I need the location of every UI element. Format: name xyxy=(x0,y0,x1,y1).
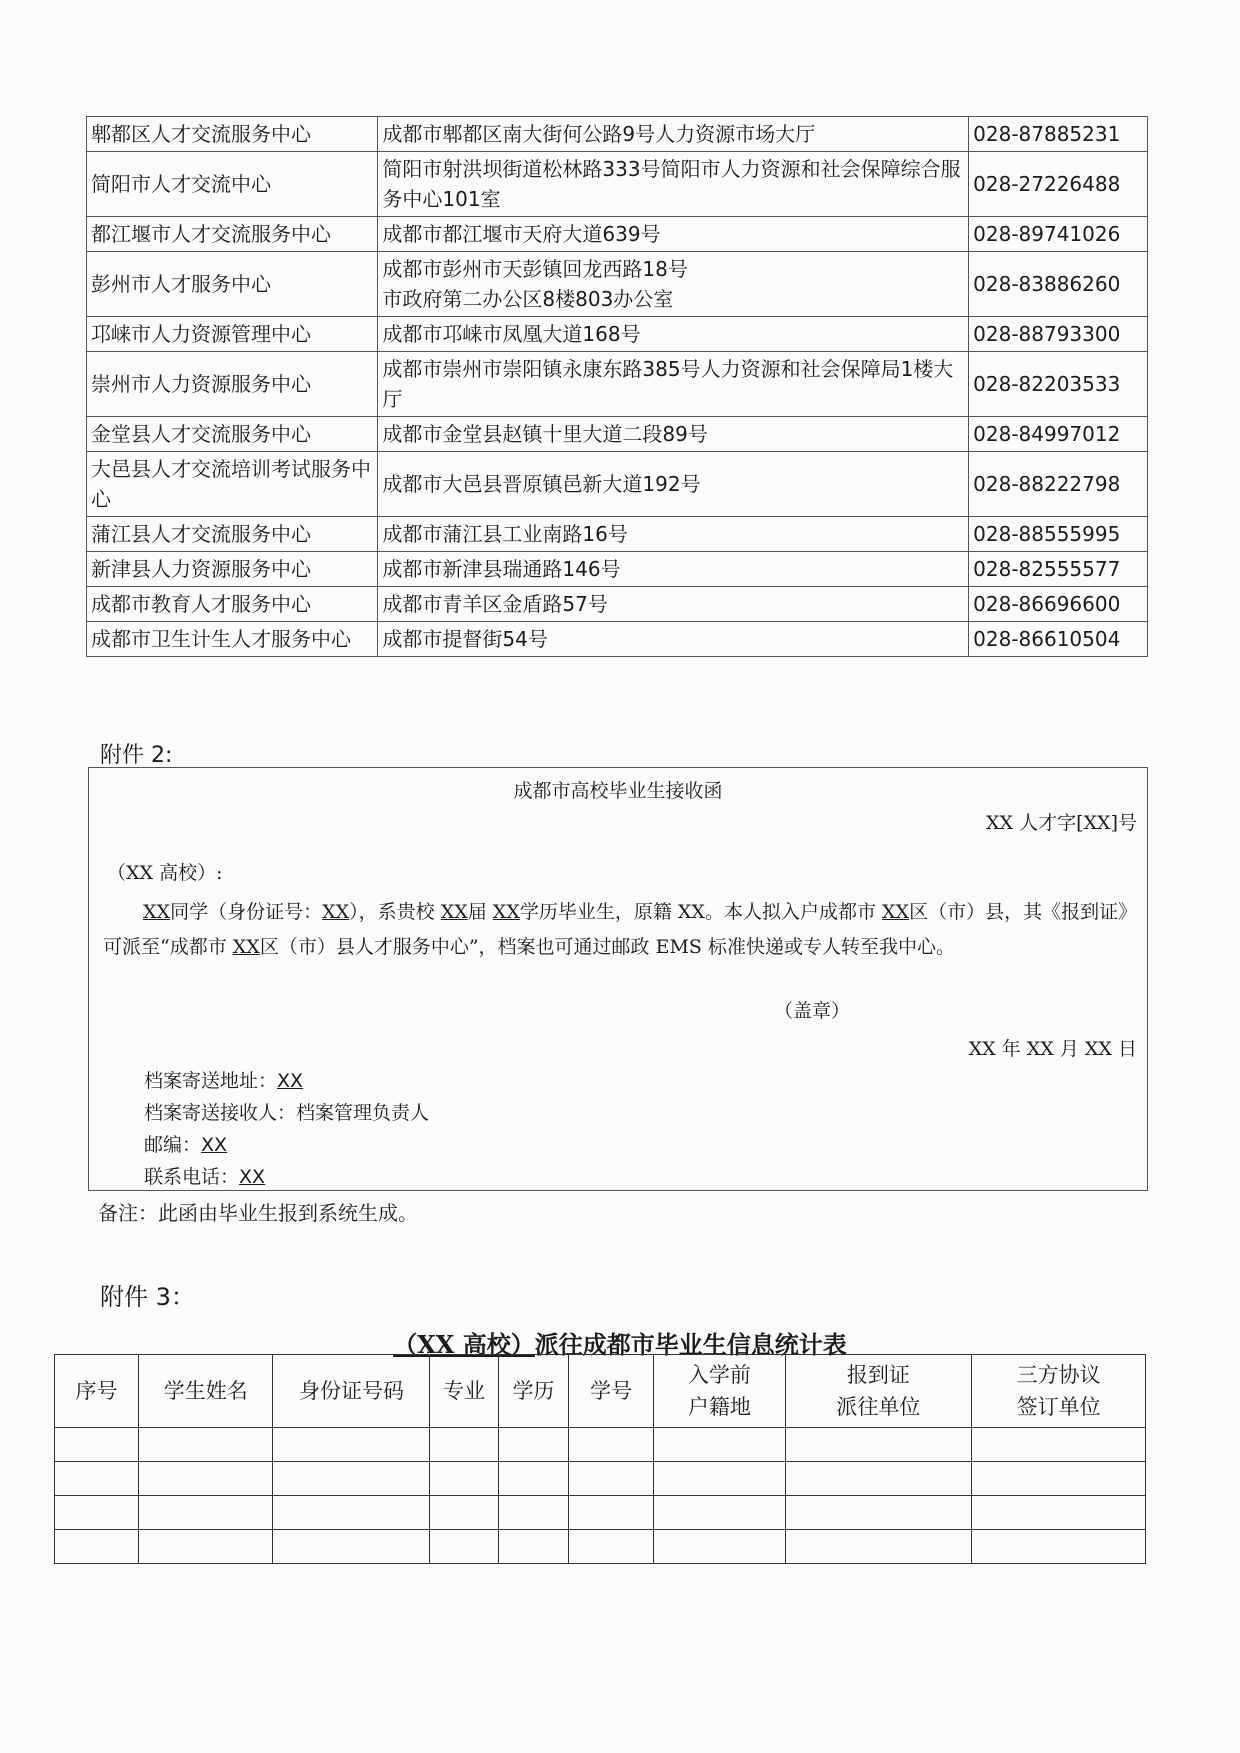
center-name: 蒲江县人才交流服务中心 xyxy=(87,517,378,552)
center-row xyxy=(87,117,1148,152)
stats-column-header: 学历 xyxy=(498,1355,568,1428)
stats-empty-row xyxy=(55,1462,1146,1496)
stats-cell[interactable] xyxy=(273,1496,430,1530)
attachment-3-label: 附件 3： xyxy=(100,1283,195,1311)
stats-cell[interactable] xyxy=(972,1462,1146,1496)
center-row xyxy=(87,622,1148,657)
stats-column-header: 学生姓名 xyxy=(139,1355,273,1428)
letter-text: 同学（身份证号： xyxy=(170,901,323,923)
stats-cell[interactable] xyxy=(972,1428,1146,1462)
center-phone: 028-86696600 xyxy=(969,587,1148,622)
letter-addressee: （XX 高校）: xyxy=(107,862,223,884)
seal-note: （盖章） xyxy=(774,1000,851,1022)
center-address: 成都市金堂县赵镇十里大道二段89号 xyxy=(378,417,969,452)
stats-cell[interactable] xyxy=(139,1496,273,1530)
district-placeholder: XX xyxy=(882,901,910,923)
district-placeholder: XX xyxy=(232,936,260,958)
center-name: 简阳市人才交流中心 xyxy=(87,152,378,217)
center-address: 成都市崇州市崇阳镇永康东路385号人力资源和社会保障局1楼大厅 xyxy=(378,352,969,417)
stats-cell[interactable] xyxy=(654,1462,785,1496)
stats-cell[interactable] xyxy=(498,1462,568,1496)
center-phone: 028-88793300 xyxy=(969,317,1148,352)
center-name: 崇州市人力资源服务中心 xyxy=(87,352,378,417)
center-address: 成都市新津县瑞通路146号 xyxy=(378,552,969,587)
stats-column-header: 序号 xyxy=(55,1355,139,1428)
stats-cell[interactable] xyxy=(55,1428,139,1462)
stats-title-text: 派往成都市毕业生信息统计表 xyxy=(534,1330,847,1359)
stats-cell[interactable] xyxy=(498,1530,568,1564)
center-phone: 028-84997012 xyxy=(969,417,1148,452)
stats-column-header: 报到证 派往单位 xyxy=(785,1355,972,1428)
letter-text: 区（市）县，其《报到证》可派至“成都市 xyxy=(103,901,1128,958)
letter-remark: 备注：此函由毕业生报到系统生成。 xyxy=(98,1201,418,1225)
center-address: 成都市青羊区金盾路57号 xyxy=(378,587,969,622)
stats-cell[interactable] xyxy=(785,1428,972,1462)
letter-body xyxy=(103,895,1137,965)
center-row xyxy=(87,317,1148,352)
archive-address-label: 档案寄送地址： xyxy=(144,1070,278,1092)
letter-date: XX 年 XX 月 XX 日 xyxy=(968,1038,1137,1060)
service-center-table xyxy=(86,116,1148,657)
stats-cell[interactable] xyxy=(498,1496,568,1530)
letter-text: 届 xyxy=(467,901,493,923)
center-row xyxy=(87,417,1148,452)
center-row xyxy=(87,152,1148,217)
stats-cell[interactable] xyxy=(972,1496,1146,1530)
stats-cell[interactable] xyxy=(785,1530,972,1564)
stats-cell[interactable] xyxy=(785,1462,972,1496)
center-name: 大邑县人才交流培训考试服务中心 xyxy=(87,452,378,517)
center-address: 成都市都江堰市天府大道639号 xyxy=(378,217,969,252)
stats-cell[interactable] xyxy=(55,1530,139,1564)
center-phone: 028-87885231 xyxy=(969,117,1148,152)
center-name: 金堂县人才交流服务中心 xyxy=(87,417,378,452)
center-address: 成都市蒲江县工业南路16号 xyxy=(378,517,969,552)
stats-empty-row xyxy=(55,1496,1146,1530)
postal-code-label: 邮编： xyxy=(144,1134,202,1156)
stats-cell[interactable] xyxy=(430,1462,498,1496)
letter-text: 区（市）县人才服务中心”，档案也可通过邮政 EMS 标准快递或专人转至我中心。 xyxy=(259,936,955,958)
degree-placeholder: XX xyxy=(492,901,520,923)
center-row xyxy=(87,252,1148,317)
stats-cell[interactable] xyxy=(569,1428,654,1462)
letter-text: ），系贵校 xyxy=(349,901,441,923)
stats-cell[interactable] xyxy=(569,1530,654,1564)
postal-code xyxy=(144,1130,227,1157)
stats-column-header: 学号 xyxy=(569,1355,654,1428)
center-phone: 028-82203533 xyxy=(969,352,1148,417)
stats-cell[interactable] xyxy=(55,1462,139,1496)
center-name: 邛崃市人力资源管理中心 xyxy=(87,317,378,352)
center-row xyxy=(87,352,1148,417)
id-number-placeholder: XX xyxy=(322,901,350,923)
stats-cell[interactable] xyxy=(654,1530,785,1564)
center-name: 郫都区人才交流服务中心 xyxy=(87,117,378,152)
stats-cell[interactable] xyxy=(139,1462,273,1496)
stats-cell[interactable] xyxy=(972,1530,1146,1564)
stats-cell[interactable] xyxy=(273,1428,430,1462)
contact-phone xyxy=(144,1162,265,1189)
center-address: 成都市提督街54号 xyxy=(378,622,969,657)
stats-cell[interactable] xyxy=(654,1496,785,1530)
graduation-year-placeholder: XX xyxy=(440,901,468,923)
center-phone: 028-89741026 xyxy=(969,217,1148,252)
acceptance-letter xyxy=(88,767,1148,1191)
stats-column-header: 三方协议 签订单位 xyxy=(972,1355,1146,1428)
stats-cell[interactable] xyxy=(139,1530,273,1564)
stats-column-header: 身份证号码 xyxy=(273,1355,430,1428)
center-phone: 028-82555577 xyxy=(969,552,1148,587)
letter-title: 成都市高校毕业生接收函 xyxy=(513,780,723,802)
stats-column-header: 专业 xyxy=(430,1355,498,1428)
center-name: 新津县人力资源服务中心 xyxy=(87,552,378,587)
contact-phone-value: XX xyxy=(239,1166,266,1188)
stats-empty-row xyxy=(55,1428,1146,1462)
center-name: 彭州市人才服务中心 xyxy=(87,252,378,317)
center-phone: 028-88222798 xyxy=(969,452,1148,517)
stats-empty-row xyxy=(55,1530,1146,1564)
stats-title-school: （XX 高校） xyxy=(393,1330,535,1359)
contact-phone-label: 联系电话： xyxy=(144,1166,240,1188)
center-row xyxy=(87,587,1148,622)
center-row xyxy=(87,452,1148,517)
stats-cell[interactable] xyxy=(569,1496,654,1530)
stats-cell[interactable] xyxy=(430,1428,498,1462)
center-address: 成都市彭州市天彭镇回龙西路18号 市政府第二办公区8楼803办公室 xyxy=(378,252,969,317)
stats-cell[interactable] xyxy=(569,1462,654,1496)
center-row xyxy=(87,552,1148,587)
stats-cell[interactable] xyxy=(139,1428,273,1462)
graduate-stats-table xyxy=(54,1354,1146,1564)
stats-cell[interactable] xyxy=(498,1428,568,1462)
center-address: 成都市邛崃市凤凰大道168号 xyxy=(378,317,969,352)
postal-code-value: XX xyxy=(201,1134,228,1156)
center-address: 成都市大邑县晋原镇邑新大道192号 xyxy=(378,452,969,517)
stats-cell[interactable] xyxy=(430,1496,498,1530)
center-row xyxy=(87,217,1148,252)
archive-address-value: XX xyxy=(277,1070,304,1092)
stats-column-header: 入学前 户籍地 xyxy=(654,1355,785,1428)
center-address: 简阳市射洪坝街道松林路333号简阳市人力资源和社会保障综合服务中心101室 xyxy=(378,152,969,217)
archive-recipient: 档案寄送接收人：档案管理负责人 xyxy=(144,1102,430,1124)
stats-cell[interactable] xyxy=(55,1496,139,1530)
stats-cell[interactable] xyxy=(273,1462,430,1496)
center-phone: 028-88555995 xyxy=(969,517,1148,552)
center-phone: 028-83886260 xyxy=(969,252,1148,317)
stats-cell[interactable] xyxy=(273,1530,430,1564)
letter-reference: XX 人才字[XX]号 xyxy=(986,812,1137,834)
center-row xyxy=(87,517,1148,552)
center-phone: 028-27226488 xyxy=(969,152,1148,217)
archive-address xyxy=(144,1066,303,1093)
stats-cell[interactable] xyxy=(430,1530,498,1564)
attachment-2-label: 附件 2: xyxy=(100,743,173,768)
center-name: 成都市教育人才服务中心 xyxy=(87,587,378,622)
center-name: 都江堰市人才交流服务中心 xyxy=(87,217,378,252)
center-address: 成都市郫都区南大街何公路9号人力资源市场大厅 xyxy=(378,117,969,152)
student-name-placeholder: XX xyxy=(143,901,171,923)
stats-cell[interactable] xyxy=(654,1428,785,1462)
letter-text: 学历毕业生，原籍 XX。本人拟入户成都市 xyxy=(519,901,882,923)
center-name: 成都市卫生计生人才服务中心 xyxy=(87,622,378,657)
stats-cell[interactable] xyxy=(785,1496,972,1530)
center-phone: 028-86610504 xyxy=(969,622,1148,657)
